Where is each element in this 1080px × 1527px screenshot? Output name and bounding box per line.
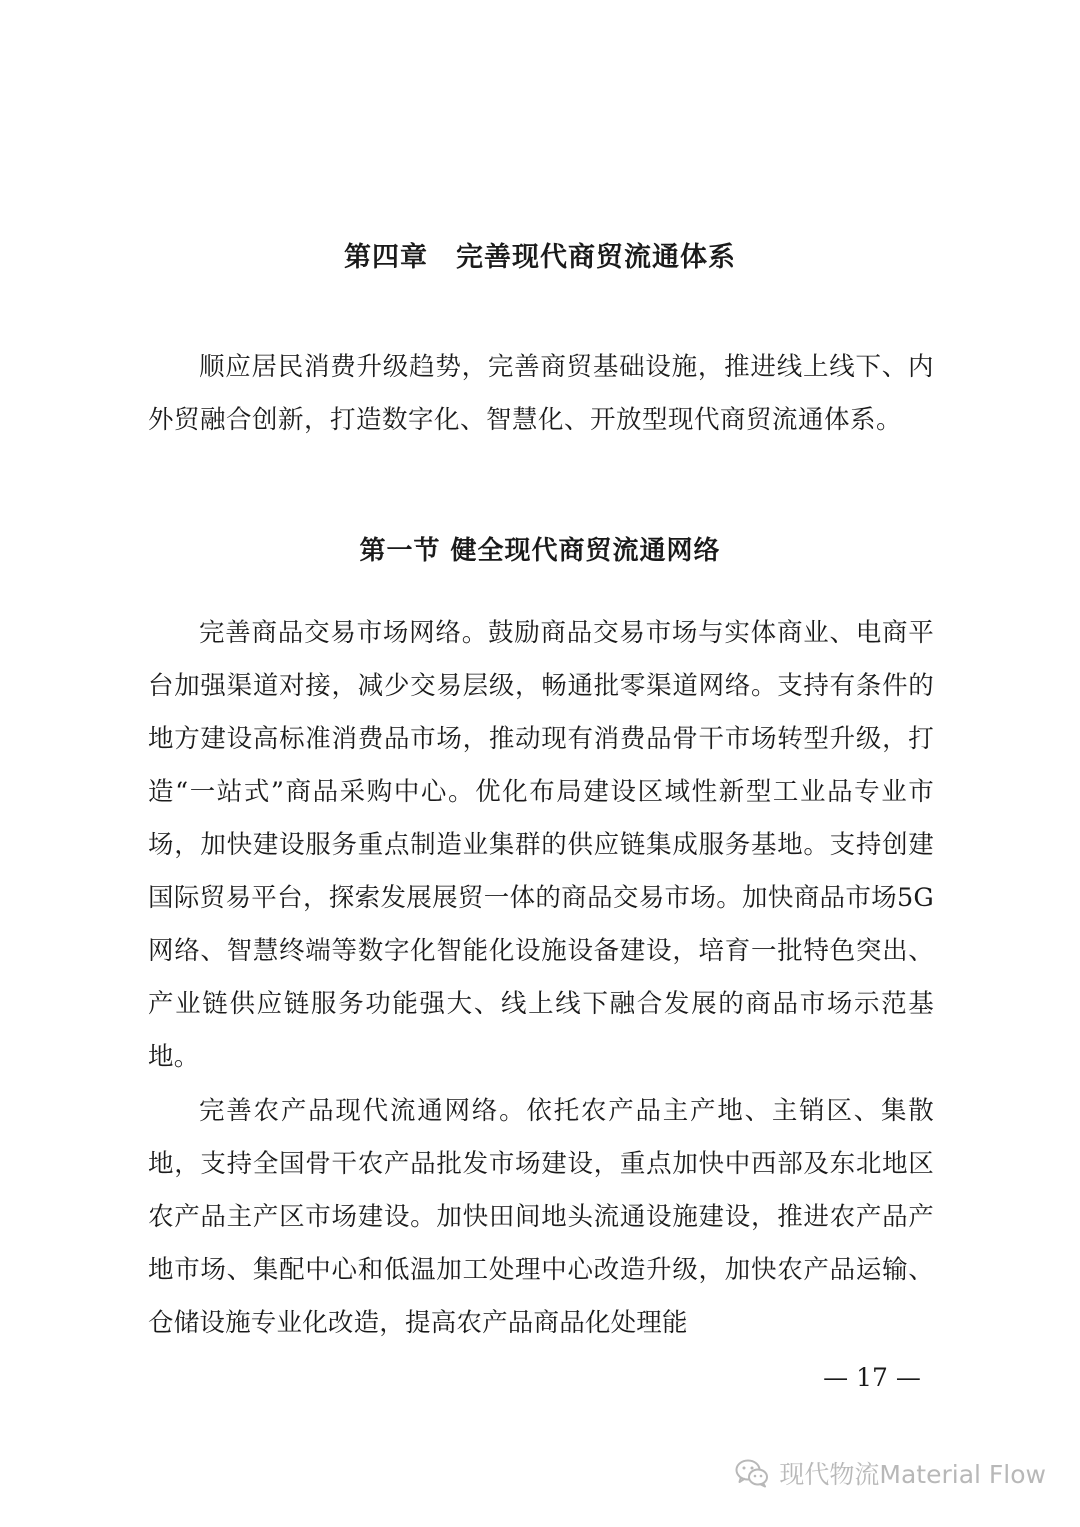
paragraph-lead: 完善商品交易市场网络。 [199, 618, 488, 648]
paragraph-lead: 完善农产品现代流通网络。 [199, 1096, 527, 1126]
section-title: 第一节 健全现代商贸流通网络 [359, 536, 721, 566]
paragraph-body: 依托农产品主产地、主销区、集散地，支持全国骨干农产品批发市场建设，重点加快中西部及东北地区农产品主产区市场建设。加快田间地头流通设施建设，推进农产品产地市场、集配中心和低温加工处理中心改造升级，加快农产品运输、仓储设施专业化改造，提高农产品商品化处理能 [148, 1096, 934, 1338]
paragraph-market-network [148, 607, 934, 1084]
chapter-title: 第四章 完善现代商贸流通体系 [344, 242, 736, 273]
watermark [735, 1452, 1046, 1494]
watermark-text: 现代物流Material Flow [779, 1460, 1046, 1489]
intro-paragraph: 顺应居民消费升级趋势，完善商贸基础设施，推进线上线下、内外贸融合创新，打造数字化、智慧化、开放型现代商贸流通体系。 [148, 352, 934, 435]
paragraph-agri-network [148, 1085, 934, 1350]
page-number: — 17 — [823, 1363, 921, 1392]
paragraph-body: 鼓励商品交易市场与实体商业、电商平台加强渠道对接，减少交易层级，畅通批零渠道网络。支持有条件的地方建设高标准消费品市场，推动现有消费品骨干市场转型升级，打造“一站式”商品采购中心。优化布局建设区域性新型工业品专业市场，加快建设服务重点制造业集群的供应链集成服务基地。支持创建国际贸易平台，探索发展展贸一体的商品交易市场。加快商品市场5G网络、智慧终端等数字化智能化设施设备建设，培育一批特色突出、产业链供应链服务功能强大、线上线下融合发展的商品市场示范基地。 [148, 618, 935, 1072]
wechat-icon [735, 1458, 769, 1488]
